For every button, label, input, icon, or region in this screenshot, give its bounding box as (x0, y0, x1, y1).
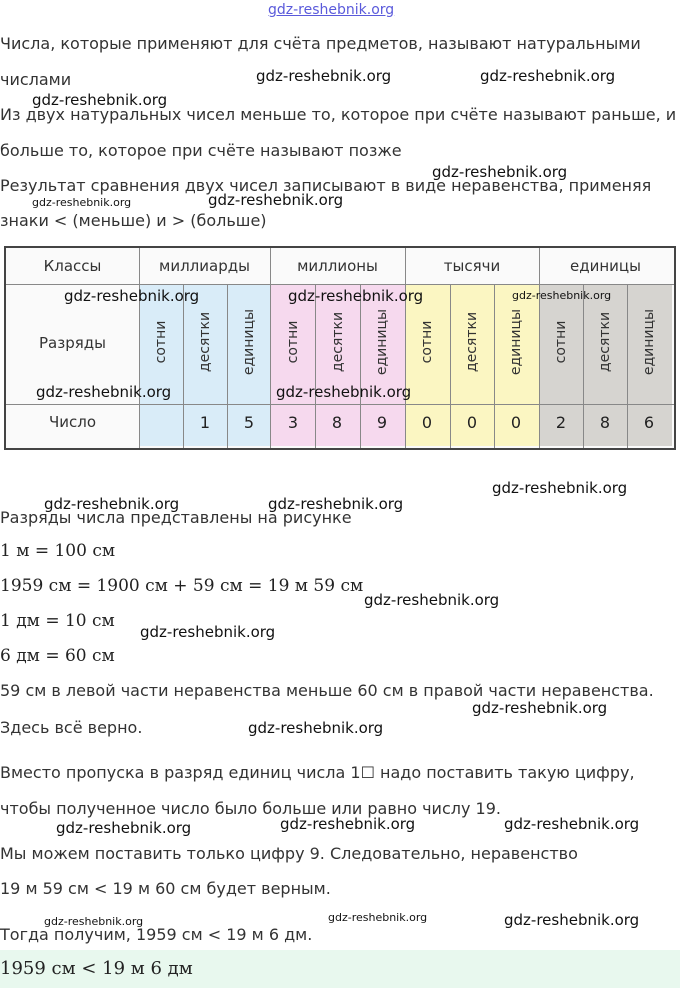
rank-label: сотни (553, 320, 569, 364)
rank-label: десятки (464, 311, 480, 373)
rank-label: единицы (241, 308, 257, 376)
watermark[interactable]: gdz-reshebnik.org (32, 91, 168, 109)
watermark-top[interactable]: gdz-reshebnik.org (268, 2, 395, 18)
class-header-billions: миллиарды (159, 257, 250, 275)
watermark[interactable]: gdz-reshebnik.org (256, 67, 392, 85)
watermark[interactable]: gdz-reshebnik.org (512, 289, 612, 302)
row-label-ranks: Разряды (39, 334, 106, 352)
digit-cell: 3 (287, 413, 299, 432)
watermark[interactable]: gdz-reshebnik.org (472, 699, 608, 717)
rank-label: десятки (597, 311, 613, 373)
paragraph-inequality: Результат сравнения двух чисел записывают в виде неравенства, применяя (0, 176, 652, 195)
paragraph-missing-digit: Вместо пропуска в разряд единиц числа 1☐ надо поставить такую цифру, (0, 763, 635, 782)
watermark[interactable]: gdz-reshebnik.org (480, 67, 616, 85)
watermark[interactable]: gdz-reshebnik.org (504, 815, 640, 833)
paragraph-natural-numbers-cont: числами (0, 70, 72, 89)
paragraph-all-correct: Здесь всё верно. (0, 718, 143, 737)
class-header-thousands: тысячи (443, 257, 501, 275)
answer-formula: 1959 см < 19 м 6 дм (0, 958, 193, 979)
rank-label: единицы (641, 308, 657, 376)
formula-decimeter: 1 дм = 10 см (0, 611, 115, 631)
rank-label: сотни (419, 320, 435, 364)
paragraph-comparison-rule: Из двух натуральных чисел меньше то, которое при счёте называют раньше, и (0, 105, 677, 124)
paragraph-comparison-rule-cont: больше то, которое при счёте называют позже (0, 141, 402, 160)
class-header-millions: миллионы (297, 257, 378, 275)
watermark[interactable]: gdz-reshebnik.org (432, 163, 568, 181)
watermark[interactable]: gdz-reshebnik.org (328, 911, 428, 924)
place-value-table (4, 246, 676, 450)
formula-1959: 1959 см = 1900 см + 59 см = 19 м 59 см (0, 576, 364, 596)
paragraph-missing-digit-cont: чтобы полученное число было больше или равно числу 19. (0, 799, 501, 818)
watermark[interactable]: gdz-reshebnik.org (140, 623, 276, 641)
rank-label: сотни (153, 320, 169, 364)
paragraph-59-less-60: 59 см в левой части неравенства меньше 60 см в правой части неравенства. (0, 681, 654, 700)
paragraph-inequality-signs: знаки < (меньше) и > (больше) (0, 211, 267, 230)
rank-label: десятки (330, 311, 346, 373)
formula-meter: 1 м = 100 см (0, 541, 116, 561)
watermark[interactable]: gdz-reshebnik.org (56, 819, 192, 837)
paragraph-inequality-true: 19 м 59 см < 19 м 60 см будет верным. (0, 879, 331, 898)
rank-label: сотни (285, 320, 301, 364)
rank-label: единицы (508, 308, 524, 376)
watermark[interactable]: gdz-reshebnik.org (44, 495, 180, 513)
watermark[interactable]: gdz-reshebnik.org (248, 719, 384, 737)
watermark[interactable]: gdz-reshebnik.org (280, 815, 416, 833)
watermark[interactable]: gdz-reshebnik.org (36, 383, 172, 401)
rank-label: единицы (374, 308, 390, 376)
digit-cell: 5 (243, 413, 255, 432)
class-header-units: единицы (570, 257, 641, 275)
watermark[interactable]: gdz-reshebnik.org (288, 287, 424, 305)
watermark[interactable]: gdz-reshebnik.org (504, 911, 640, 929)
watermark[interactable]: gdz-reshebnik.org (208, 191, 344, 209)
watermark[interactable]: gdz-reshebnik.org (364, 591, 500, 609)
paragraph-result: Тогда получим, 1959 см < 19 м 6 дм. (0, 925, 313, 944)
watermark[interactable]: gdz-reshebnik.org (32, 196, 132, 209)
row-label-classes: Классы (43, 257, 102, 275)
digit-cell: 0 (466, 413, 478, 432)
watermark[interactable]: gdz-reshebnik.org (64, 287, 200, 305)
watermark[interactable]: gdz-reshebnik.org (492, 479, 628, 497)
rank-label: десятки (197, 311, 213, 373)
watermark[interactable]: gdz-reshebnik.org (44, 915, 144, 928)
digit-cell: 6 (643, 413, 655, 432)
digit-cell: 0 (421, 413, 433, 432)
digit-cell: 9 (376, 413, 388, 432)
row-label-number: Число (48, 413, 97, 431)
paragraph-natural-numbers: Числа, которые применяют для счёта предметов, называют натуральными (0, 34, 641, 53)
paragraph-ranks-shown: Разряды числа представлены на рисунке (0, 508, 352, 527)
digit-cell: 2 (555, 413, 567, 432)
digit-cell: 8 (599, 413, 611, 432)
paragraph-digit-9: Мы можем поставить только цифру 9. Следовательно, неравенство (0, 844, 578, 863)
watermark[interactable]: gdz-reshebnik.org (276, 383, 412, 401)
digit-cell: 1 (199, 413, 211, 432)
digit-cell: 0 (510, 413, 522, 432)
watermark[interactable]: gdz-reshebnik.org (268, 495, 404, 513)
digit-cell: 8 (331, 413, 343, 432)
formula-6dm: 6 дм = 60 см (0, 646, 115, 666)
